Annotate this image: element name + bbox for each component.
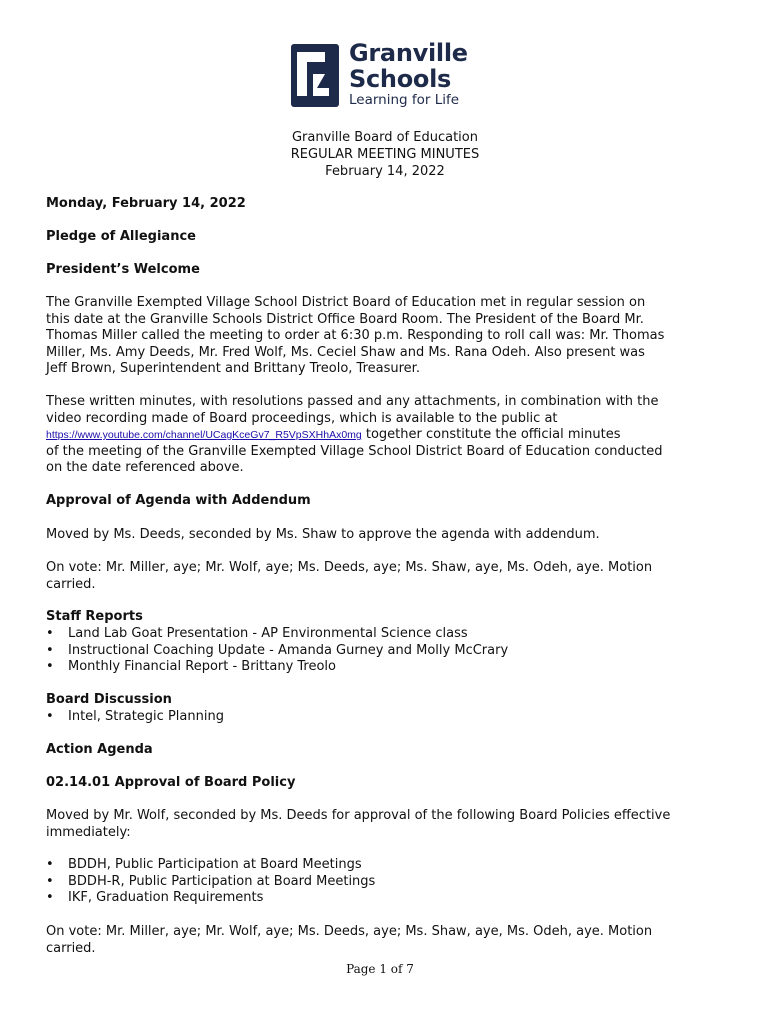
- logo-tagline: Learning for Life: [349, 92, 460, 108]
- policy-list: [46, 857, 375, 907]
- heading-policy-approval: 02.14.01 Approval of Board Policy: [46, 775, 296, 790]
- heading-action-agenda: Action Agenda: [46, 742, 153, 757]
- welcome-paragraph: [46, 295, 726, 378]
- paragraph-line: carried.: [46, 940, 96, 956]
- list-item: • Intel, Strategic Planning: [46, 709, 224, 726]
- list-item: • IKF, Graduation Requirements: [46, 890, 375, 907]
- heading-date: Monday, February 14, 2022: [46, 196, 246, 211]
- meeting-date: February 14, 2022: [325, 164, 445, 179]
- list-item: • BDDH-R, Public Participation at Board Meetings: [46, 874, 375, 891]
- paragraph-line: of the meeting of the Granville Exempted Village School District Board of Education conducted: [46, 443, 663, 459]
- paragraph-line: These written minutes, with resolutions passed and any attachments, in combination with the: [46, 394, 659, 409]
- heading-pledge: Pledge of Allegiance: [46, 229, 196, 244]
- paragraph-line: Jeff Brown, Superintendent and Brittany Treolo, Treasurer.: [46, 361, 420, 377]
- vote-result-2: [46, 924, 726, 957]
- list-item: • Land Lab Goat Presentation - AP Environmental Science class: [46, 626, 508, 643]
- paragraph-line: Miller, Ms. Amy Deeds, Mr. Fred Wolf, Ms. Ceciel Shaw and Ms. Rana Odeh. Also present was: [46, 344, 645, 360]
- logo-line1: Granville: [349, 39, 468, 67]
- page-number: Page 1 of 7: [346, 962, 414, 976]
- list-item: • Instructional Coaching Update - Amanda Gurney and Molly McCrary: [46, 643, 508, 660]
- paragraph-text: together constitute the official minutes: [361, 427, 621, 443]
- list-item: • BDDH, Public Participation at Board Meetings: [46, 857, 375, 874]
- board-name: Granville Board of Education: [291, 130, 478, 145]
- heading-board-discussion: Board Discussion: [46, 692, 172, 707]
- paragraph-line: video recording made of Board proceedings, which is available to the public at: [46, 410, 558, 426]
- paragraph-line: The Granville Exempted Village School District Board of Education met in regular session on: [46, 295, 646, 310]
- policy-motion: [46, 808, 726, 841]
- logo-line2: Schools: [349, 65, 451, 93]
- agenda-motion: Moved by Ms. Deeds, seconded by Ms. Shaw to approve the agenda with addendum.: [46, 527, 600, 542]
- logo-mark-icon: [291, 44, 339, 107]
- paragraph-line: On vote: Mr. Miller, aye; Mr. Wolf, aye; Ms. Deeds, aye; Ms. Shaw, aye, Ms. Odeh, aye. Motion: [46, 560, 653, 575]
- staff-reports-list: [46, 626, 508, 676]
- paragraph-line: Thomas Miller called the meeting to order at 6:30 p.m. Responding to roll call was: Mr. Thomas: [46, 328, 665, 344]
- meeting-type: REGULAR MEETING MINUTES: [290, 147, 480, 162]
- logo-wordmark: [349, 40, 468, 92]
- paragraph-line: carried.: [46, 576, 96, 592]
- youtube-channel-link[interactable]: https://www.youtube.com/channel/UCagKceGv7_R5VpSXHhAx0mg: [46, 429, 362, 442]
- paragraph-line: immediately:: [46, 824, 131, 840]
- granville-schools-logo: [291, 39, 481, 112]
- paragraph-line: On vote: Mr. Miller, aye; Mr. Wolf, aye; Ms. Deeds, aye; Ms. Shaw, aye, Ms. Odeh, aye. Motion: [46, 924, 653, 939]
- paragraph-line: on the date referenced above.: [46, 460, 244, 476]
- vote-result-1: [46, 560, 726, 593]
- list-item: • Monthly Financial Report - Brittany Treolo: [46, 659, 508, 676]
- heading-staff-reports: Staff Reports: [46, 609, 143, 624]
- paragraph-line: [46, 427, 726, 444]
- board-discussion-list: [46, 709, 224, 726]
- heading-welcome: President’s Welcome: [46, 262, 200, 277]
- document-header: [0, 129, 770, 180]
- minutes-paragraph: [46, 394, 726, 477]
- paragraph-line: this date at the Granville Schools District Office Board Room. The President of the Board Mr.: [46, 311, 644, 327]
- heading-agenda: Approval of Agenda with Addendum: [46, 493, 311, 508]
- paragraph-line: Moved by Mr. Wolf, seconded by Ms. Deeds for approval of the following Board Policies effective: [46, 808, 671, 823]
